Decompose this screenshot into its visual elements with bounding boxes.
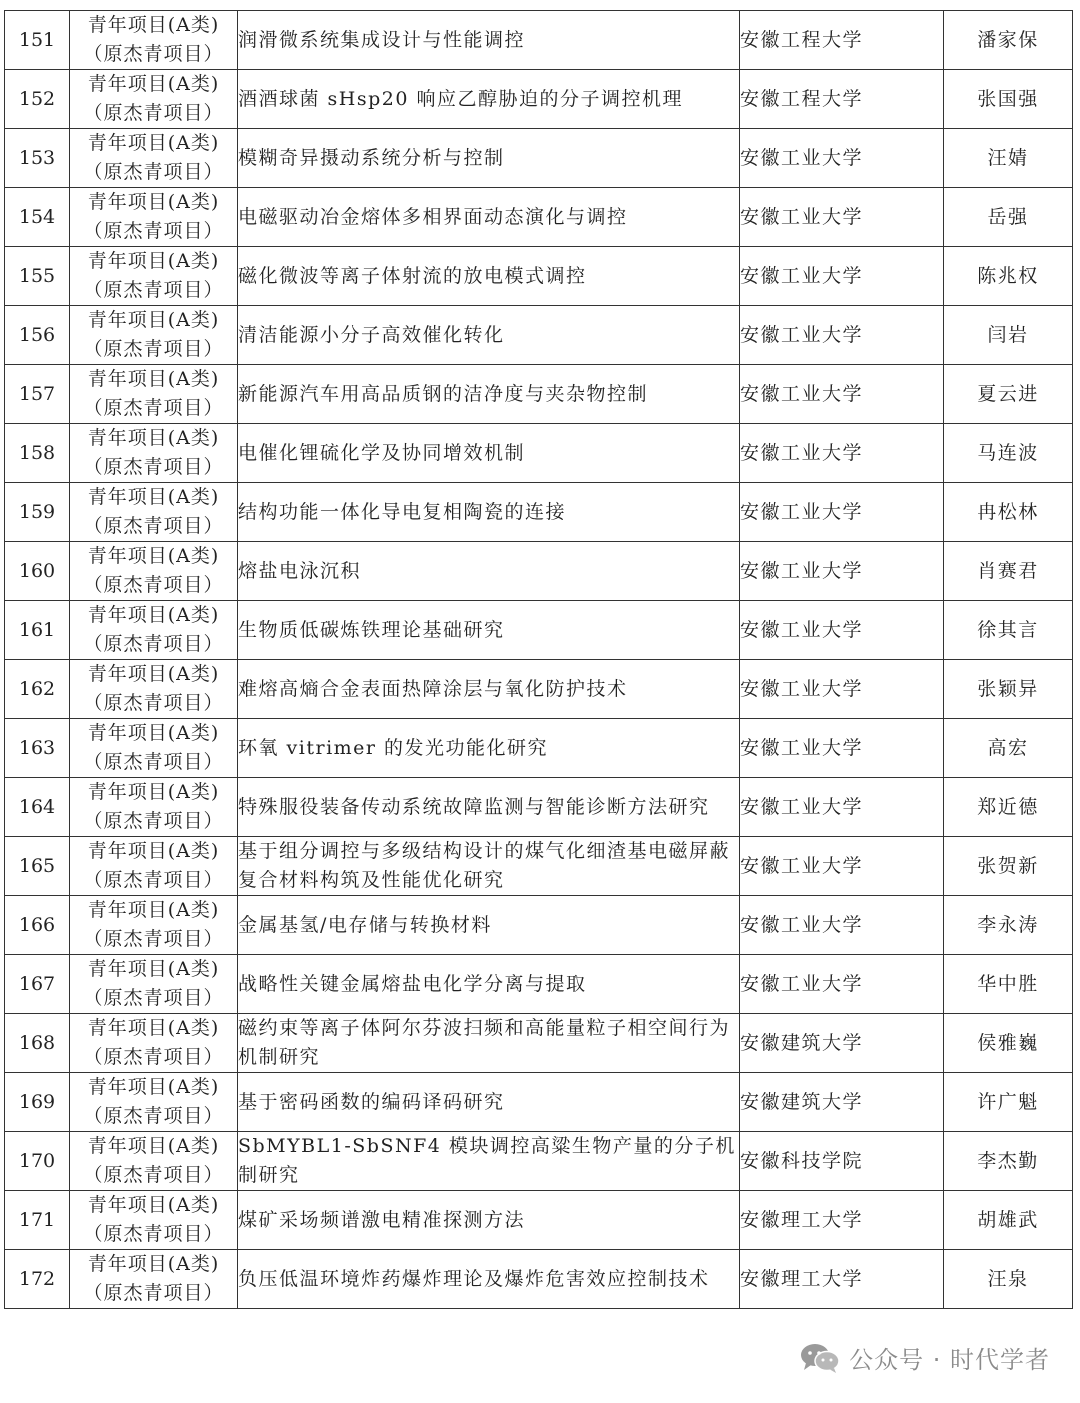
category-line: 青年项目(A类) [87,191,220,213]
row-number: 158 [5,424,70,483]
category-line: 青年项目(A类) [87,14,220,36]
watermark-text: 公众号 · 时代学者 [849,1346,1050,1374]
project-leader: 华中胜 [944,955,1073,1014]
project-leader: 李杰勤 [944,1132,1073,1191]
project-category [70,1132,238,1191]
project-leader: 徐其言 [944,601,1073,660]
project-leader: 高宏 [944,719,1073,778]
project-category [70,188,238,247]
table-row [5,601,1073,660]
project-title: 熔盐电泳沉积 [238,542,740,601]
project-title: 难熔高熵合金表面热障涂层与氧化防护技术 [238,660,740,719]
institution: 安徽理工大学 [740,1191,944,1250]
table-body [5,11,1073,1309]
project-title: 润滑微系统集成设计与性能调控 [238,11,740,70]
row-number: 163 [5,719,70,778]
table-row [5,11,1073,70]
row-number: 159 [5,483,70,542]
category-line: 青年项目(A类) [87,1253,220,1275]
project-title: 基于组分调控与多级结构设计的煤气化细渣基电磁屏蔽复合材料构筑及性能优化研究 [238,837,740,896]
category-line: 青年项目(A类) [87,427,220,449]
table-row [5,129,1073,188]
project-leader: 胡雄武 [944,1191,1073,1250]
institution: 安徽工业大学 [740,896,944,955]
category-note: （原杰青项目） [83,279,224,301]
institution: 安徽科技学院 [740,1132,944,1191]
project-category [70,778,238,837]
project-category [70,1191,238,1250]
institution: 安徽工业大学 [740,601,944,660]
category-note: （原杰青项目） [83,102,224,124]
project-category [70,1073,238,1132]
category-line: 青年项目(A类) [87,1135,220,1157]
row-number: 168 [5,1014,70,1073]
category-line: 青年项目(A类) [87,486,220,508]
project-title: 磁约束等离子体阿尔芬波扫频和高能量粒子相空间行为机制研究 [238,1014,740,1073]
project-leader: 汪泉 [944,1250,1073,1309]
category-note: （原杰青项目） [83,633,224,655]
table-row [5,778,1073,837]
row-number: 167 [5,955,70,1014]
category-note: （原杰青项目） [83,751,224,773]
project-leader: 马连波 [944,424,1073,483]
table-row [5,837,1073,896]
watermark [799,1340,1050,1375]
table-row [5,1073,1073,1132]
row-number: 154 [5,188,70,247]
project-category [70,1014,238,1073]
row-number: 172 [5,1250,70,1309]
table-row [5,660,1073,719]
row-number: 153 [5,129,70,188]
project-category [70,365,238,424]
category-note: （原杰青项目） [83,1046,224,1068]
row-number: 162 [5,660,70,719]
table-row [5,306,1073,365]
table-row [5,542,1073,601]
project-title: 电磁驱动冶金熔体多相界面动态演化与调控 [238,188,740,247]
category-note: （原杰青项目） [83,987,224,1009]
project-category [70,11,238,70]
wechat-icon [799,1342,841,1374]
category-line: 青年项目(A类) [87,545,220,567]
project-leader: 郑近德 [944,778,1073,837]
category-line: 青年项目(A类) [87,250,220,272]
category-line: 青年项目(A类) [87,958,220,980]
table-row [5,188,1073,247]
category-line: 青年项目(A类) [87,663,220,685]
project-title: 基于密码函数的编码译码研究 [238,1073,740,1132]
category-line: 青年项目(A类) [87,899,220,921]
category-note: （原杰青项目） [83,810,224,832]
project-title: 环氧 vitrimer 的发光功能化研究 [238,719,740,778]
project-title: 清洁能源小分子高效催化转化 [238,306,740,365]
institution: 安徽工业大学 [740,660,944,719]
row-number: 157 [5,365,70,424]
project-category [70,719,238,778]
institution: 安徽工业大学 [740,424,944,483]
project-title: 结构功能一体化导电复相陶瓷的连接 [238,483,740,542]
project-title: 酒酒球菌 sHsp20 响应乙醇胁迫的分子调控机理 [238,70,740,129]
row-number: 151 [5,11,70,70]
row-number: 169 [5,1073,70,1132]
table-row [5,1250,1073,1309]
category-note: （原杰青项目） [83,1105,224,1127]
table-row [5,896,1073,955]
project-leader: 张颖异 [944,660,1073,719]
category-note: （原杰青项目） [83,43,224,65]
project-leader: 肖赛君 [944,542,1073,601]
category-line: 青年项目(A类) [87,132,220,154]
category-line: 青年项目(A类) [87,309,220,331]
table-row [5,1014,1073,1073]
institution: 安徽建筑大学 [740,1073,944,1132]
category-note: （原杰青项目） [83,456,224,478]
project-leader: 李永涛 [944,896,1073,955]
institution: 安徽工业大学 [740,542,944,601]
institution: 安徽理工大学 [740,1250,944,1309]
institution: 安徽工程大学 [740,11,944,70]
category-note: （原杰青项目） [83,1164,224,1186]
project-category [70,306,238,365]
project-category [70,955,238,1014]
table-row [5,483,1073,542]
project-category [70,424,238,483]
row-number: 156 [5,306,70,365]
category-note: （原杰青项目） [83,397,224,419]
row-number: 155 [5,247,70,306]
category-line: 青年项目(A类) [87,604,220,626]
project-leader: 汪婧 [944,129,1073,188]
row-number: 161 [5,601,70,660]
table-row [5,70,1073,129]
project-category [70,896,238,955]
project-category [70,542,238,601]
category-line: 青年项目(A类) [87,73,220,95]
category-line: 青年项目(A类) [87,1194,220,1216]
category-line: 青年项目(A类) [87,368,220,390]
category-note: （原杰青项目） [83,515,224,537]
project-leader: 夏云进 [944,365,1073,424]
table-row [5,719,1073,778]
category-note: （原杰青项目） [83,692,224,714]
project-title: 电催化锂硫化学及协同增效机制 [238,424,740,483]
project-category [70,129,238,188]
category-note: （原杰青项目） [83,928,224,950]
institution: 安徽工业大学 [740,247,944,306]
table-row [5,365,1073,424]
category-note: （原杰青项目） [83,1223,224,1245]
project-title: 煤矿采场频谱激电精准探测方法 [238,1191,740,1250]
category-line: 青年项目(A类) [87,722,220,744]
table-row [5,1191,1073,1250]
project-category [70,70,238,129]
project-leader: 张国强 [944,70,1073,129]
category-note: （原杰青项目） [83,869,224,891]
project-category [70,1250,238,1309]
project-table [4,10,1073,1309]
project-title: 特殊服役装备传动系统故障监测与智能诊断方法研究 [238,778,740,837]
row-number: 160 [5,542,70,601]
project-title: 战略性关键金属熔盐电化学分离与提取 [238,955,740,1014]
row-number: 164 [5,778,70,837]
institution: 安徽工业大学 [740,778,944,837]
project-leader: 岳强 [944,188,1073,247]
project-leader: 张贺新 [944,837,1073,896]
institution: 安徽工业大学 [740,719,944,778]
row-number: 152 [5,70,70,129]
category-note: （原杰青项目） [83,1282,224,1304]
project-title: 磁化微波等离子体射流的放电模式调控 [238,247,740,306]
project-leader: 闫岩 [944,306,1073,365]
table-row [5,1132,1073,1191]
institution: 安徽工业大学 [740,837,944,896]
institution: 安徽工业大学 [740,955,944,1014]
project-category [70,601,238,660]
project-leader: 冉松林 [944,483,1073,542]
table-row [5,247,1073,306]
project-title: 生物质低碳炼铁理论基础研究 [238,601,740,660]
project-title: SbMYBL1-SbSNF4 模块调控高粱生物产量的分子机制研究 [238,1132,740,1191]
project-leader: 潘家保 [944,11,1073,70]
category-line: 青年项目(A类) [87,1017,220,1039]
category-note: （原杰青项目） [83,161,224,183]
project-title: 模糊奇异摄动系统分析与控制 [238,129,740,188]
project-category [70,247,238,306]
project-title: 新能源汽车用高品质钢的洁净度与夹杂物控制 [238,365,740,424]
institution: 安徽工业大学 [740,188,944,247]
row-number: 170 [5,1132,70,1191]
category-note: （原杰青项目） [83,220,224,242]
project-title: 金属基氢/电存储与转换材料 [238,896,740,955]
project-leader: 侯雅巍 [944,1014,1073,1073]
institution: 安徽工业大学 [740,129,944,188]
row-number: 166 [5,896,70,955]
project-category [70,483,238,542]
institution: 安徽工业大学 [740,365,944,424]
institution: 安徽工业大学 [740,306,944,365]
row-number: 165 [5,837,70,896]
category-note: （原杰青项目） [83,574,224,596]
table-row [5,955,1073,1014]
institution: 安徽工业大学 [740,483,944,542]
category-line: 青年项目(A类) [87,840,220,862]
project-category [70,837,238,896]
institution: 安徽建筑大学 [740,1014,944,1073]
project-title: 负压低温环境炸药爆炸理论及爆炸危害效应控制技术 [238,1250,740,1309]
table-row [5,424,1073,483]
project-leader: 许广魁 [944,1073,1073,1132]
project-leader: 陈兆权 [944,247,1073,306]
row-number: 171 [5,1191,70,1250]
category-line: 青年项目(A类) [87,1076,220,1098]
institution: 安徽工程大学 [740,70,944,129]
category-line: 青年项目(A类) [87,781,220,803]
project-category [70,660,238,719]
category-note: （原杰青项目） [83,338,224,360]
